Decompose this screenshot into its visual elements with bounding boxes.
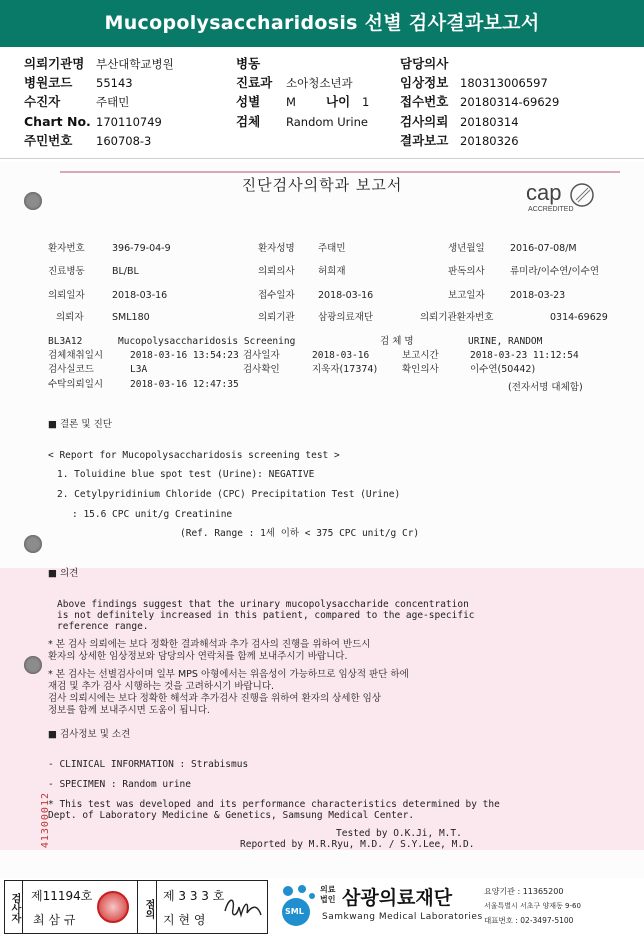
development-note: * This test was developed and its performance characteristics determined by the: [48, 799, 500, 810]
handwritten-signature-icon: [221, 893, 265, 923]
field-value: 주태민: [318, 243, 346, 254]
section-heading-test-info: ■ 검사정보 및 소견: [48, 729, 131, 740]
field-label: 판독의사: [448, 266, 485, 277]
section-heading-opinion: ■ 의견: [48, 568, 79, 579]
address: 서울특별시 서초구 양재동 9-60: [484, 902, 581, 910]
note-line: * 본 검사 의뢰에는 보다 정확한 결과해석과 추가 검사의 진행을 위하여 반드시: [48, 639, 371, 650]
meta-value: 2018-03-16 13:54:23: [130, 350, 239, 361]
signature-box-label: 검사자: [5, 881, 23, 933]
sml-logo-icon: [274, 882, 318, 928]
seal-stamp-icon: [97, 891, 129, 923]
note-line: 정보를 함께 보내주시면 도움이 됩니다.: [48, 705, 210, 716]
meta-label: 보고시간: [402, 350, 439, 361]
field-value: 류미라/이수연/이수연: [510, 266, 599, 277]
opinion-line: Above findings suggest that the urinary mucopolysaccharide concentration: [57, 599, 469, 610]
meta-value: 2018-03-23 11:12:54: [470, 350, 579, 361]
note-line: 재검 및 추가 검사 시행하는 것을 고려하시기 바랍니다.: [48, 681, 275, 692]
test-code: BL3A12: [48, 336, 83, 347]
field-label: 생년월일: [448, 243, 485, 254]
cap-logo-text: cap: [526, 180, 562, 205]
field-label: 의뢰기관: [258, 312, 295, 323]
phone-number: 대표번호 : 02-3497-5100: [484, 916, 574, 925]
signature-note: (전자서명 대체함): [508, 382, 583, 393]
section-divider: [0, 158, 644, 159]
meta-label: 검사일자: [243, 350, 280, 361]
test-name: Mucopolysaccharidosis Screening: [118, 336, 296, 347]
signer-name: 최 삼 규: [33, 913, 76, 927]
vertical-code: 41300012: [40, 792, 51, 849]
field-value: 396-79-04-9: [112, 243, 171, 254]
cap-logo-subtext: ACCREDITED: [528, 206, 574, 213]
field-value: 2018-03-16: [112, 290, 168, 301]
meta-value: 2018-03-16 12:47:35: [130, 379, 239, 390]
specimen-information: - SPECIMEN : Random urine: [48, 779, 191, 790]
field-value: 0314-69629: [550, 312, 608, 323]
report-title: 진단검사의학과 보고서: [241, 176, 403, 194]
reference-range: (Ref. Range : 1세 이하 < 375 CPC unit/g Cr): [180, 528, 420, 539]
specimen-value: URINE, RANDOM: [468, 336, 543, 347]
meta-value: L3A: [130, 364, 148, 375]
note-line: * 본 검사는 선별검사이며 일부 MPS 아형에서는 위음성이 가능하므로 임상적 판단 하에: [48, 669, 409, 680]
note-line: 환자의 상세한 임상정보와 담당의사 연락처를 함께 보내주시기 바랍니다.: [48, 651, 348, 662]
license-number: 제11194호: [31, 889, 93, 903]
report-heading: < Report for Mucopolysaccharidosis screening test >: [48, 450, 340, 461]
field-value: 삼광의료재단: [318, 312, 374, 323]
patient-info-section: 의뢰기관명 부산대학교병원 병원코드 55143 수진자 주태민 Chart No. 170110749 주민번호 160708-3 병동 진료과 소아청소년과 성별 M 나이 1 검체 Random Urine 담당의사 임상정보 180313006597 접수번호 20180314-69629 검사의뢰 20180314 결과보고 20180326: [24, 56, 560, 148]
footer: [0, 878, 644, 936]
result-item-cpc: 2. Cetylpyridinium Chloride (CPC) Precipitation Test (Urine): [57, 489, 401, 500]
org-english-name: Samkwang Medical Laboratories: [322, 912, 483, 922]
sml-logo-text: SML: [285, 907, 304, 916]
clinical-information: - CLINICAL INFORMATION : Strabismus: [48, 759, 249, 770]
meta-label: 검사확인: [243, 364, 280, 375]
punch-hole: [24, 535, 42, 553]
meta-label: 검체채취일시: [48, 350, 104, 361]
result-value-cpc: : 15.6 CPC unit/g Creatinine: [72, 509, 233, 520]
reported-by: Reported by M.R.Ryu, M.D. / S.Y.Lee, M.D.: [240, 839, 475, 850]
field-value: 2018-03-16: [318, 290, 374, 301]
meta-value: 지욱자(17374): [312, 364, 378, 375]
field-value: 2016-07-08/M: [510, 243, 577, 254]
field-value: 2018-03-23: [510, 290, 566, 301]
field-label: 보고일자: [448, 290, 485, 301]
field-label: 의뢰일자: [48, 290, 85, 301]
report-header-title: Mucopolysaccharidosis 선별 검사결과보고서: [0, 0, 644, 47]
development-note: Dept. of Laboratory Medicine & Genetics, Samsung Medical Center.: [48, 810, 415, 821]
signer-name: 지 현 영: [163, 913, 206, 927]
meta-label: 확인의사: [402, 364, 439, 375]
field-label: 진료병동: [48, 266, 85, 277]
institution-code: 요양기관 : 11365200: [484, 887, 564, 896]
signature-box-label: 점의: [137, 881, 157, 933]
field-label: 의뢰기관환자번호: [420, 312, 494, 323]
meta-label: 검사실코드: [48, 364, 94, 375]
punch-hole: [24, 656, 42, 674]
tested-by: Tested by O.K.Ji, M.T.: [336, 828, 462, 839]
meta-value: 이수연(50442): [470, 364, 536, 375]
field-label: 접수일자: [258, 290, 295, 301]
field-label: 환자성명: [258, 243, 295, 254]
license-number: 제 3 3 3 호: [163, 889, 225, 903]
opinion-line: is not definitely increased in this patient, compared to the age-specific: [57, 610, 475, 621]
punch-hole: [24, 192, 42, 210]
cap-accredited-logo: [522, 182, 612, 216]
org-prefix: 의료법인: [320, 885, 336, 904]
field-value: BL/BL: [112, 266, 139, 277]
signature-box: [4, 880, 268, 934]
field-value: SML180: [112, 312, 150, 323]
meta-label: 수탁의뢰일시: [48, 379, 104, 390]
specimen-label: 검 체 명: [380, 336, 414, 347]
field-label: 의뢰자: [56, 312, 84, 323]
result-item-toluidine: 1. Toluidine blue spot test (Urine): NEGATIVE: [57, 469, 315, 480]
field-value: 허희재: [318, 266, 346, 277]
scanned-report: [0, 162, 644, 878]
org-name: 삼광의료재단: [342, 887, 453, 909]
samkwang-logo: [272, 880, 642, 934]
meta-value: 2018-03-16: [312, 350, 370, 361]
opinion-line: reference range.: [57, 621, 149, 632]
section-heading-conclusion: ■ 결론 및 진단: [48, 419, 112, 430]
note-line: 검사 의뢰시에는 보다 정확한 해석과 추가검사 진행을 위하여 환자의 상세한 임상: [48, 693, 382, 704]
report-top-rule: [60, 171, 620, 173]
field-label: 의뢰의사: [258, 266, 295, 277]
field-label: 환자번호: [48, 243, 85, 254]
